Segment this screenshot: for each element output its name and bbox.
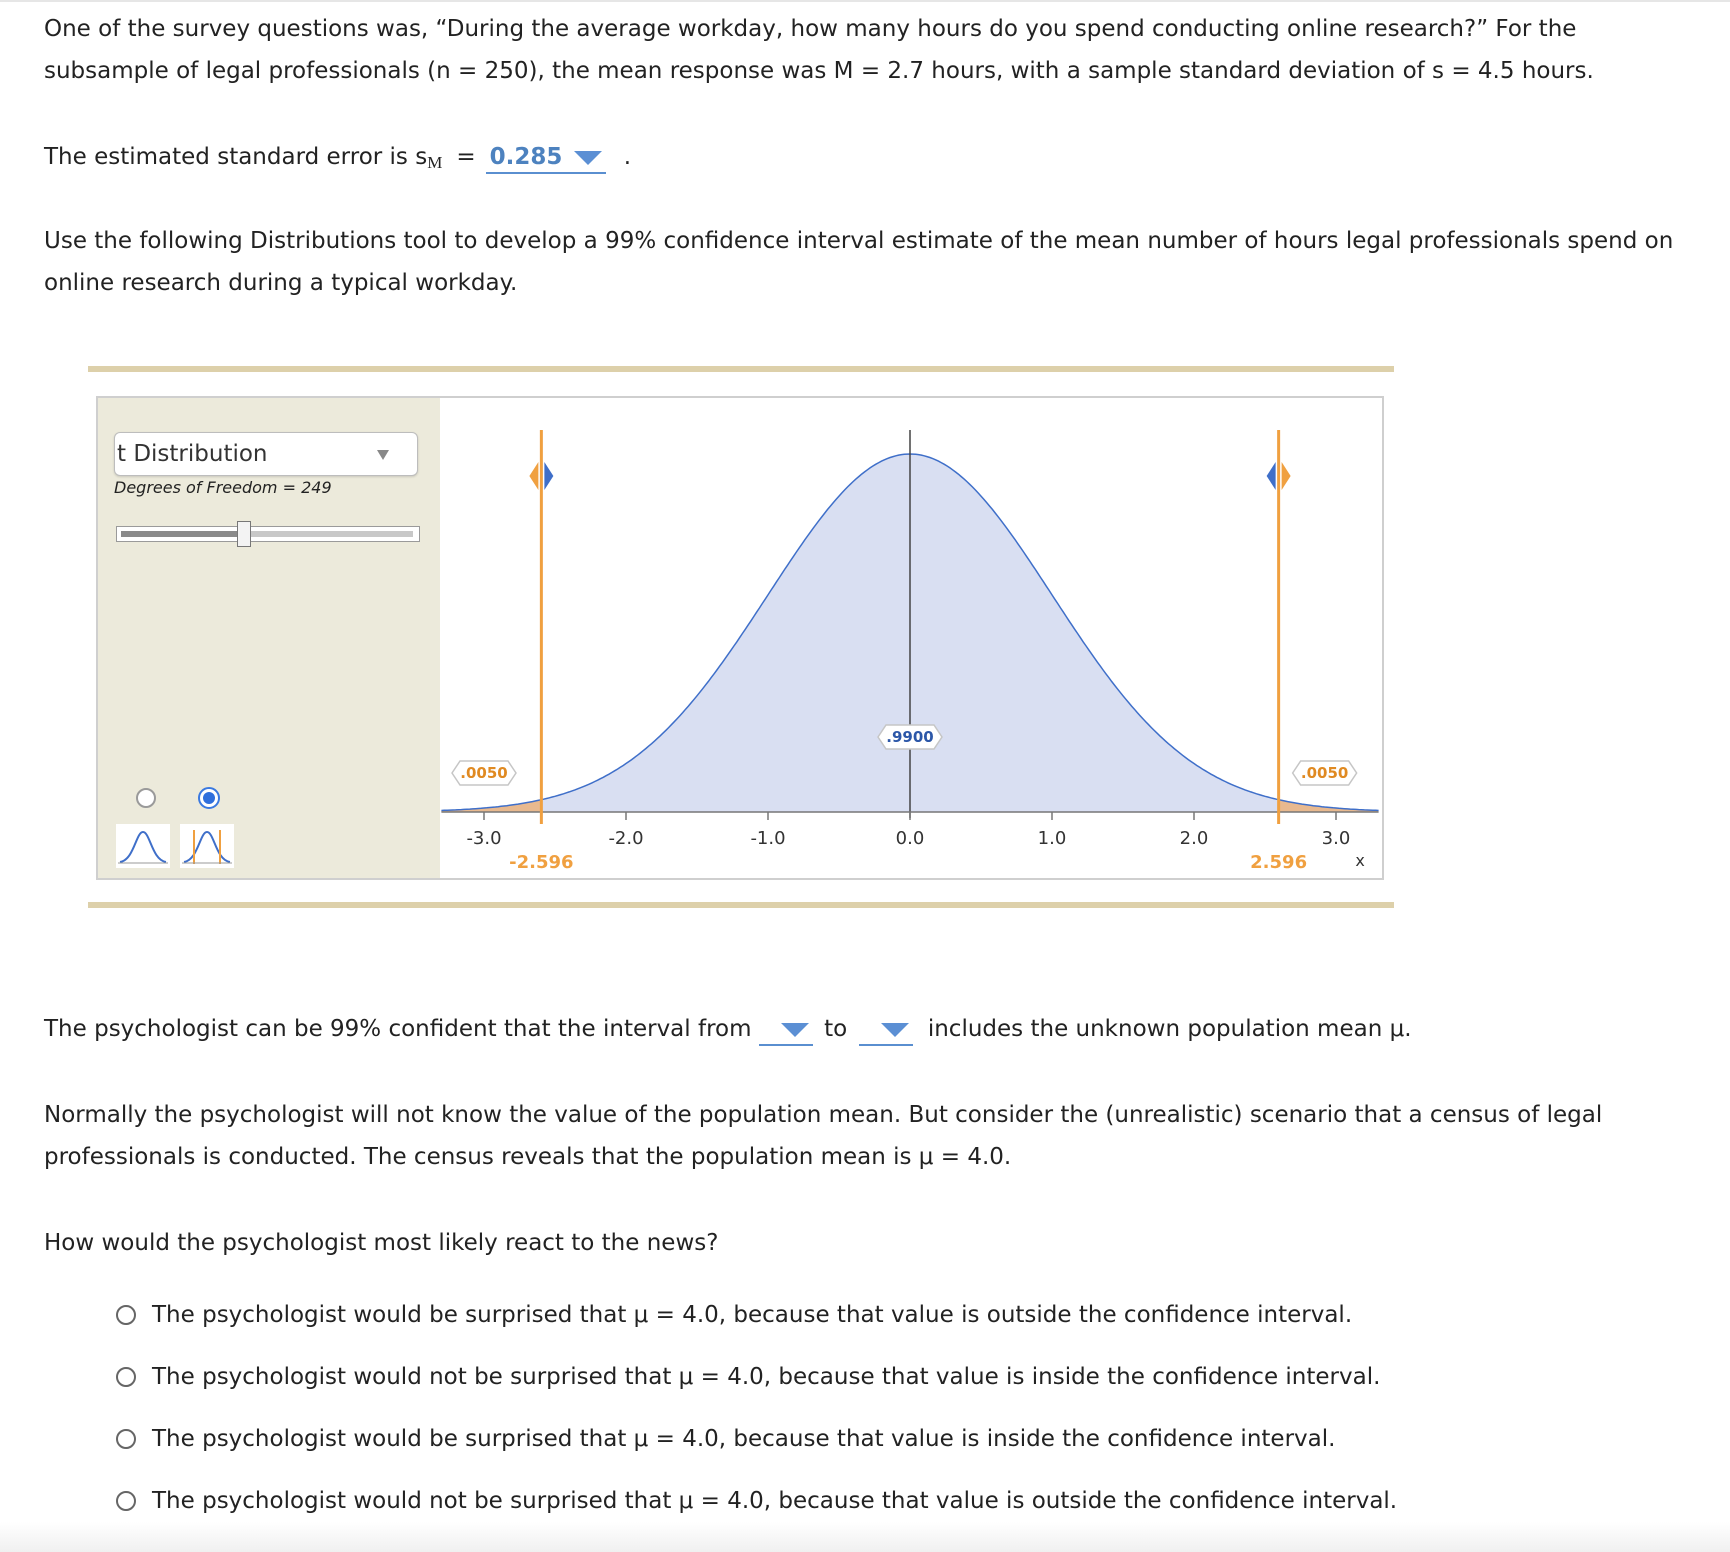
reaction-option[interactable] <box>116 1486 1397 1516</box>
x-tick-label: 2.0 <box>1179 828 1209 849</box>
tool-bottom-bar <box>88 902 1394 908</box>
standard-error-line <box>44 136 631 180</box>
chevron-down-icon <box>881 1023 909 1037</box>
interval-sentence <box>44 1008 1412 1050</box>
radio-button[interactable] <box>116 1491 136 1511</box>
center-area-label: .9900 <box>886 728 934 746</box>
reaction-option[interactable] <box>116 1424 1335 1454</box>
left-cutoff-label: -2.596 <box>509 852 574 873</box>
right-cutoff-label: 2.596 <box>1250 852 1308 873</box>
instruction-text: Use the following Distributions tool to develop a 99% confidence interval estimate of the mean number of hours legal professionals spend on online research during a typical workday. <box>44 228 1674 296</box>
se-dropdown[interactable] <box>486 142 607 174</box>
option-label: The psychologist would not be surprised that μ = 4.0, because that value is inside the confidence interval. <box>152 1364 1381 1390</box>
x-tick-label: 3.0 <box>1321 828 1351 849</box>
x-tick-label: -1.0 <box>750 828 786 849</box>
interval-lower-dropdown[interactable] <box>759 1014 813 1046</box>
option-label: The psychologist would be surprised that μ = 4.0, because that value is outside the confidence interval. <box>152 1302 1353 1328</box>
interval-prefix: The psychologist can be 99% confident that the interval from <box>44 1016 752 1042</box>
two-tail-radio[interactable] <box>198 787 220 809</box>
interval-upper-dropdown[interactable] <box>859 1014 913 1046</box>
right-cutoff-handle-right <box>1282 462 1291 490</box>
reaction-option[interactable] <box>116 1300 1352 1330</box>
reaction-option[interactable] <box>116 1362 1380 1392</box>
top-divider <box>0 0 1730 2</box>
left-cutoff-handle-right <box>544 462 553 490</box>
interval-suffix: includes the unknown population mean μ. <box>927 1016 1412 1042</box>
right-cutoff-handle-left <box>1267 462 1276 490</box>
reaction-question: How would the psychologist most likely react to the news? <box>44 1230 719 1256</box>
left-cutoff-handle-left <box>529 462 538 490</box>
slider-fill <box>121 531 244 537</box>
tool-top-bar <box>88 366 1394 372</box>
option-label: The psychologist would be surprised that μ = 4.0, because that value is inside the confidence interval. <box>152 1426 1336 1452</box>
radio-button[interactable] <box>116 1367 136 1387</box>
chevron-down-icon <box>574 151 602 165</box>
distribution-chart <box>440 398 1382 878</box>
one-tail-radio[interactable] <box>136 788 156 808</box>
x-tick-label: -3.0 <box>466 828 502 849</box>
se-suffix: . <box>623 144 631 170</box>
one-tail-curve-icon[interactable] <box>116 824 170 868</box>
right-tail-area-label: .0050 <box>1300 764 1349 782</box>
se-value: 0.285 <box>489 144 563 170</box>
x-tick-label: -2.0 <box>608 828 644 849</box>
radio-button[interactable] <box>116 1305 136 1325</box>
se-subscript: M <box>427 153 443 172</box>
distribution-select[interactable] <box>114 432 418 476</box>
degrees-of-freedom-slider[interactable] <box>116 526 420 542</box>
se-equals: = <box>456 144 476 170</box>
chevron-down-icon <box>377 450 389 460</box>
x-tick-label: 0.0 <box>895 828 925 849</box>
question-intro: One of the survey questions was, “During the average workday, how many hours do you spend conducting online research?” For the subsample of legal professionals (n = 250), the mean response was M = 2.7 hours, with a sample standard deviation of s = 4.5 hours. <box>44 16 1594 84</box>
slider-thumb[interactable] <box>237 521 251 547</box>
x-tick-label: 1.0 <box>1037 828 1067 849</box>
option-label: The psychologist would not be surprised that μ = 4.0, because that value is outside the confidence interval. <box>152 1488 1398 1514</box>
distribution-select-value: t Distribution <box>117 441 268 467</box>
degrees-of-freedom-label: Degrees of Freedom = 249 <box>114 478 332 497</box>
left-tail-area-label: .0050 <box>460 764 508 782</box>
interval-to: to <box>824 1016 848 1042</box>
radio-button[interactable] <box>116 1429 136 1449</box>
census-text: Normally the psychologist will not know the value of the population mean. But consider the (unrealistic) scenario that a census of legal professionals is conducted. The census reveals that the population mean is μ = 4.0. <box>44 1102 1603 1170</box>
chevron-down-icon <box>781 1023 809 1037</box>
bottom-shade <box>0 1522 1730 1552</box>
se-prefix: The estimated standard error is s <box>44 144 428 170</box>
two-tail-curve-icon[interactable] <box>180 824 234 868</box>
x-axis-label: x <box>1355 851 1365 870</box>
